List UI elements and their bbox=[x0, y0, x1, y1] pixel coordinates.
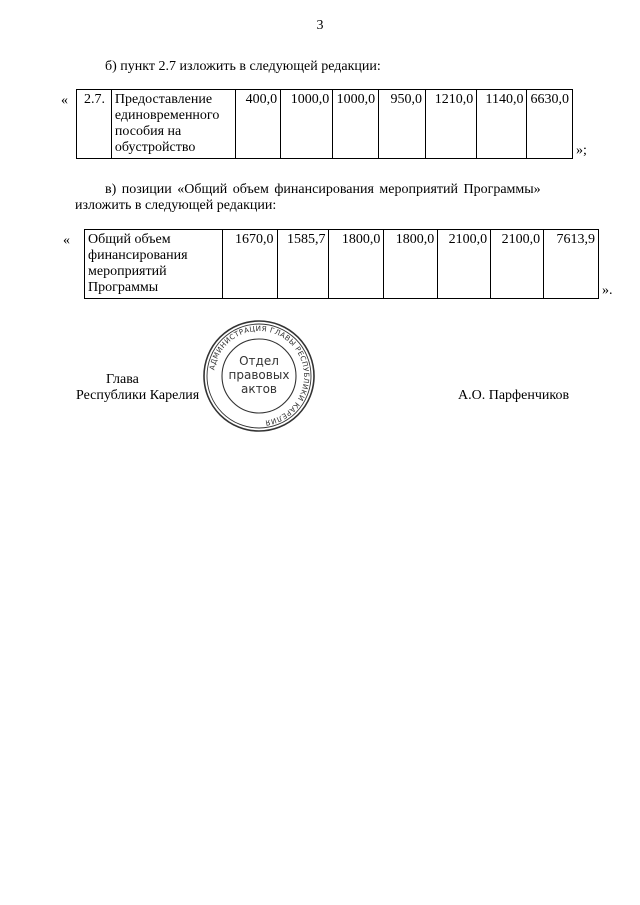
value-cell: 1140,0 bbox=[477, 90, 527, 159]
item-name-line: Предоставление bbox=[114, 92, 213, 107]
value-cell: 6630,0 bbox=[527, 90, 573, 159]
value-cell: 2100,0 bbox=[438, 230, 491, 299]
stamp-center-line: Отдел bbox=[239, 354, 279, 368]
paragraph-v-line1: в) позиции «Общий объем финансирования мероприятий Программы» bbox=[105, 182, 541, 197]
table2-close-quote: ». bbox=[602, 283, 613, 298]
total-name-line: Общий объем bbox=[88, 232, 171, 247]
total-name-line: мероприятий bbox=[88, 264, 167, 279]
table1-open-quote: « bbox=[61, 93, 68, 108]
item-name-line: единовременного bbox=[114, 108, 220, 123]
table-row bbox=[85, 230, 599, 299]
value-cell: 1585,7 bbox=[277, 230, 329, 299]
value-cell: 1670,0 bbox=[222, 230, 277, 299]
item-name-line: обустройство bbox=[114, 140, 196, 155]
signature-title-line2: Республики Карелия bbox=[76, 388, 200, 403]
total-name-cell bbox=[85, 230, 223, 299]
value-cell: 1800,0 bbox=[329, 230, 384, 299]
value-cell: 7613,9 bbox=[544, 230, 599, 299]
value-cell: 2100,0 bbox=[491, 230, 544, 299]
signatory-name: А.О. Парфенчиков bbox=[458, 388, 570, 403]
stamp-center-line: актов bbox=[240, 382, 278, 396]
page-number: 3 bbox=[316, 18, 324, 33]
paragraph-v-line2: изложить в следующей редакции: bbox=[75, 198, 277, 213]
table-item-2-7 bbox=[76, 89, 573, 159]
total-name-line: финансирования bbox=[88, 248, 188, 263]
table-total-financing bbox=[84, 229, 599, 299]
value-cell: 1800,0 bbox=[384, 230, 438, 299]
value-cell: 1000,0 bbox=[333, 90, 379, 159]
stamp-ring-text: АДМИНИСТРАЦИЯ ГЛАВЫ РЕСПУБЛИКИ КАРЕЛИЯ bbox=[207, 323, 312, 428]
official-stamp bbox=[201, 318, 317, 434]
signature-title-line1: Глава bbox=[106, 372, 139, 387]
table1-close-quote: »; bbox=[576, 143, 587, 158]
item-name-line: пособия на bbox=[114, 124, 182, 139]
value-cell: 1210,0 bbox=[425, 90, 476, 159]
paragraph-b: б) пункт 2.7 изложить в следующей редакции: bbox=[105, 59, 381, 74]
value-cell: 950,0 bbox=[379, 90, 426, 159]
item-number-cell: 2.7. bbox=[77, 90, 112, 159]
total-name-line: Программы bbox=[88, 280, 159, 295]
value-cell: 400,0 bbox=[236, 90, 281, 159]
item-name-cell bbox=[111, 90, 235, 159]
stamp-center-line: правовых bbox=[228, 368, 290, 382]
table2-open-quote: « bbox=[63, 233, 70, 248]
table-row bbox=[77, 90, 573, 159]
value-cell: 1000,0 bbox=[281, 90, 333, 159]
